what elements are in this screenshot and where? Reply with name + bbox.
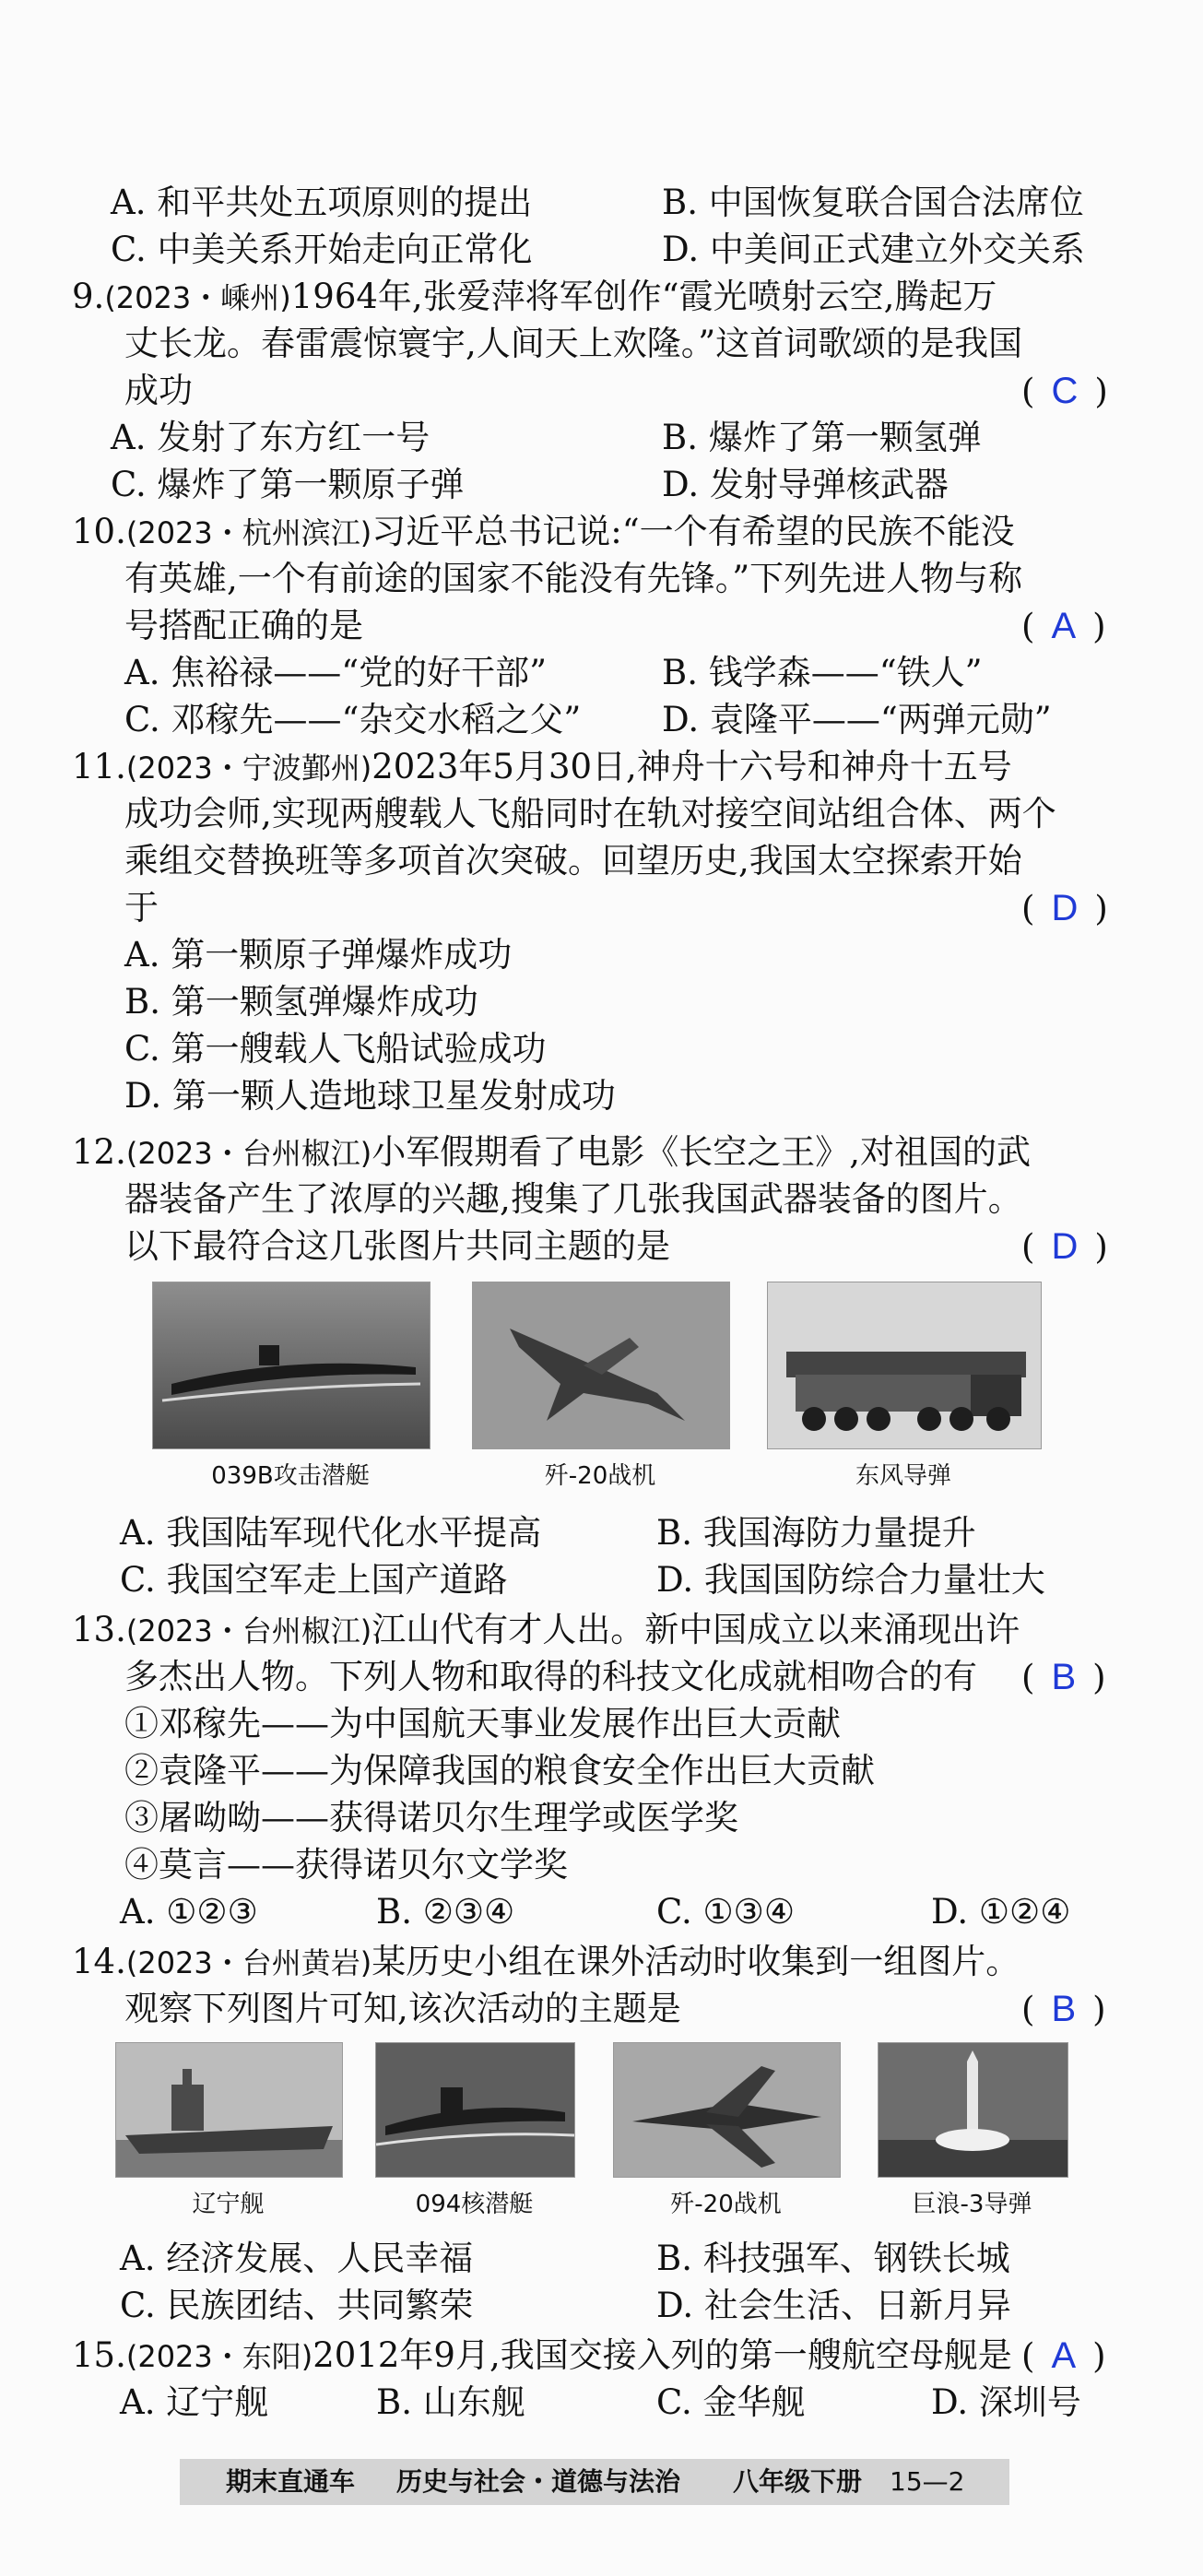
liaoning-carrier-photo <box>115 2042 343 2178</box>
q12-stem-line2: 器装备产生了浓厚的兴趣,搜集了几张我国武器装备的图片。 <box>124 1179 1022 1219</box>
q12-option-a: A. 我国陆军现代化水平提高 <box>120 1513 542 1553</box>
caption-dongfeng: 东风导弹 <box>855 1462 951 1490</box>
q11-option-d: D. 第一颗人造地球卫星发射成功 <box>124 1076 616 1116</box>
q10-option-a: A. 焦裕禄——“党的好干部” <box>124 653 548 692</box>
caption-liaoning: 辽宁舰 <box>192 2191 265 2218</box>
q14-stem: 14.(2023・台州黄岩)某历史小组在课外活动时收集到一组图片。 <box>72 1942 1020 1981</box>
q13-option-d: D. ①②④ <box>931 1892 1071 1932</box>
q13-item-2: ②袁隆平——为保障我国的粮食安全作出巨大贡献 <box>124 1751 875 1790</box>
q13-item-1: ①邓稼先——为中国航天事业发展作出巨大贡献 <box>124 1704 841 1743</box>
page-footer <box>180 2459 1009 2505</box>
q11-stem-line2: 成功会师,实现两艘载人飞船同时在轨对接空间站组合体、两个 <box>124 794 1056 833</box>
julang3-missile-photo <box>878 2042 1068 2178</box>
q13-option-b: B. ②③④ <box>376 1892 515 1932</box>
q9-option-a: A. 发射了东方红一号 <box>111 418 430 457</box>
q9-stem-line3: 成功 <box>124 371 193 410</box>
q11-option-a: A. 第一颗原子弹爆炸成功 <box>124 935 513 975</box>
q12-option-d: D. 我国国防综合力量壮大 <box>656 1560 1045 1600</box>
caption-j20-2: 歼-20战机 <box>670 2191 782 2218</box>
q11-answer: ( D ) <box>1021 888 1108 928</box>
q15-answer: ( A ) <box>1021 2335 1106 2376</box>
q11-stem-line4: 于 <box>124 888 159 928</box>
caption-j20: 歼-20战机 <box>544 1462 656 1490</box>
q8-option-b: B. 中国恢复联合国合法席位 <box>662 183 1084 222</box>
footer-page-number: 15—2 <box>890 2466 965 2497</box>
q10-stem: 10.(2023・杭州滨江)习近平总书记说:“一个有希望的民族不能没 <box>72 512 1015 551</box>
footer-subject: 历史与社会・道德与法治 <box>396 2466 681 2497</box>
footer-grade: 八年级下册 <box>733 2466 863 2497</box>
q11-stem-line3: 乘组交替换班等多项首次突破。回望历史,我国太空探索开始 <box>124 841 1022 880</box>
q15-option-b: B. 山东舰 <box>376 2382 525 2422</box>
q11-option-c: C. 第一艘载人飞船试验成功 <box>124 1029 547 1069</box>
q14-option-c: C. 民族团结、共同繁荣 <box>120 2286 474 2325</box>
q15-stem: 15.(2023・东阳)2012年9月,我国交接入列的第一艘航空母舰是 <box>72 2335 1012 2375</box>
q14-stem-line2: 观察下列图片可知,该次活动的主题是 <box>124 1989 681 2028</box>
q8-option-d: D. 中美间正式建立外交关系 <box>662 230 1085 269</box>
q10-stem-line3: 号搭配正确的是 <box>124 606 363 645</box>
j20-fighter-photo <box>472 1282 730 1449</box>
q12-stem-line3: 以下最符合这几张图片共同主题的是 <box>124 1226 670 1266</box>
q8-option-c: C. 中美关系开始走向正常化 <box>111 230 533 269</box>
q12-answer: ( D ) <box>1021 1226 1108 1267</box>
q10-option-b: B. 钱学森——“铁人” <box>662 653 983 692</box>
dongfeng-missile-photo <box>767 1282 1042 1449</box>
q10-option-d: D. 袁隆平——“两弹元勋” <box>662 700 1052 739</box>
submarine-094-photo <box>375 2042 575 2178</box>
q14-option-a: A. 经济发展、人民幸福 <box>120 2239 474 2278</box>
q9-option-c: C. 爆炸了第一颗原子弹 <box>111 465 465 504</box>
q13-item-3: ③屠呦呦——获得诺贝尔生理学或医学奖 <box>124 1798 738 1837</box>
caption-094: 094核潜艇 <box>415 2191 534 2218</box>
q13-stem: 13.(2023・台州椒江)江山代有才人出。新中国成立以来涌现出许 <box>72 1610 1020 1649</box>
q10-answer: ( A ) <box>1021 606 1106 646</box>
q13-answer: ( B ) <box>1021 1657 1106 1697</box>
caption-julang3: 巨浪-3导弹 <box>912 2191 1032 2218</box>
q10-stem-line2: 有英雄,一个有前途的国家不能没有先锋。”下列先进人物与称 <box>124 559 1023 598</box>
caption-039b: 039B攻击潜艇 <box>211 1462 370 1490</box>
q15-option-c: C. 金华舰 <box>656 2382 806 2422</box>
q9-stem: 9.(2023・嵊州)1964年,张爱萍将军创作“霞光喷射云空,腾起万 <box>72 277 997 316</box>
q15-option-d: D. 深圳号 <box>931 2382 1081 2422</box>
footer-series: 期末直通车 <box>226 2466 356 2497</box>
q8-option-a: A. 和平共处五项原则的提出 <box>111 183 533 222</box>
q9-option-b: B. 爆炸了第一颗氢弹 <box>662 418 982 457</box>
q13-option-c: C. ①③④ <box>656 1892 796 1932</box>
q12-stem: 12.(2023・台州椒江)小军假期看了电影《长空之王》,对祖国的武 <box>72 1132 1032 1172</box>
q12-option-c: C. 我国空军走上国产道路 <box>120 1560 508 1600</box>
j20-fighter-photo-2 <box>613 2042 841 2178</box>
q9-stem-line2: 丈长龙。春雷震惊寰宇,人间天上欢隆。”这首词歌颂的是我国 <box>124 324 1023 363</box>
q15-option-a: A. 辽宁舰 <box>120 2382 269 2422</box>
submarine-039b-photo <box>152 1282 430 1449</box>
q13-option-a: A. ①②③ <box>120 1892 258 1932</box>
q12-option-b: B. 我国海防力量提升 <box>656 1513 976 1553</box>
q11-option-b: B. 第一颗氢弹爆炸成功 <box>124 982 478 1022</box>
q9-answer: ( C ) <box>1021 371 1108 411</box>
q13-stem-line2: 多杰出人物。下列人物和取得的科技文化成就相吻合的有 <box>124 1657 977 1696</box>
q14-option-d: D. 社会生活、日新月异 <box>656 2286 1011 2325</box>
q10-option-c: C. 邓稼先——“杂交水稻之父” <box>124 700 582 739</box>
q9-option-d: D. 发射导弹核武器 <box>662 465 949 504</box>
q11-stem: 11.(2023・宁波鄞州)2023年5月30日,神舟十六号和神舟十五号 <box>72 747 1012 786</box>
q13-item-4: ④莫言——获得诺贝尔文学奖 <box>124 1845 568 1885</box>
q14-answer: ( B ) <box>1021 1989 1106 2029</box>
q14-option-b: B. 科技强军、钢铁长城 <box>656 2239 1010 2278</box>
